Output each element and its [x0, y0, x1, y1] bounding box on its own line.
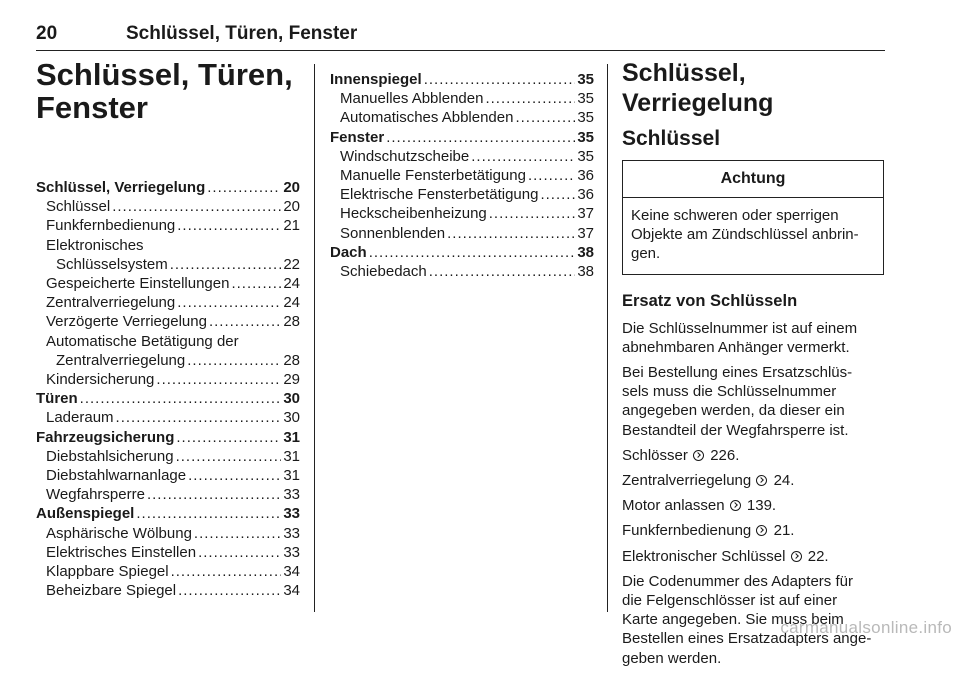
toc-entry[interactable] — [36, 312, 300, 331]
paragraph-line: Bei Bestellung eines Ersatzschlüs- — [622, 364, 853, 382]
toc-page-number: 34 — [283, 563, 300, 581]
paragraph-line: Die Codenummer des Adapters für — [622, 572, 853, 590]
toc-leader-dots — [528, 166, 575, 185]
table-of-contents — [36, 178, 300, 600]
chapter-title-line: Schlüssel, Türen, — [36, 57, 293, 92]
page-reference-icon — [791, 551, 802, 562]
toc-page-number: 35 — [577, 90, 594, 108]
toc-section-entry[interactable] — [36, 178, 300, 197]
toc-leader-dots — [386, 128, 575, 147]
toc-entry-label: Türen — [36, 390, 78, 408]
toc-leader-dots — [471, 147, 575, 166]
toc-entry[interactable] — [36, 447, 300, 466]
toc-page-number: 33 — [283, 505, 300, 523]
toc-leader-dots — [178, 581, 281, 600]
toc-page-number: 31 — [283, 447, 300, 465]
toc-entry-label: Zentralverriegelung — [56, 351, 186, 369]
toc-leader-dots — [429, 262, 576, 281]
toc-entry-label: Schlüsselsystem — [56, 255, 168, 273]
toc-entry[interactable] — [36, 216, 300, 235]
toc-entry-label: Laderaum — [46, 409, 114, 427]
paragraph-line: abnehmbaren Anhänger vermerkt. — [622, 338, 850, 356]
toc-page-number: 35 — [577, 147, 594, 165]
toc-entry-label: Elektrische Fensterbetätigung — [340, 186, 539, 204]
warning-line: gen. — [631, 245, 661, 263]
xref-text: Motor anlassen — [622, 497, 725, 515]
toc-entry-label: Manuelle Fensterbetätigung — [340, 167, 526, 185]
paragraph-heading: Ersatz von Schlüsseln — [622, 291, 798, 310]
toc-leader-dots — [198, 543, 281, 562]
toc-entry[interactable] — [36, 562, 300, 581]
running-title: Schlüssel, Türen, Fenster — [126, 23, 358, 44]
toc-section-entry[interactable] — [330, 243, 594, 262]
toc-entry-label: Fenster — [330, 128, 385, 146]
cross-reference[interactable] — [622, 547, 885, 566]
toc-entry-label: Diebstahlsicherung — [46, 447, 174, 465]
toc-page-number: 33 — [283, 543, 300, 561]
toc-page-number: 38 — [577, 263, 594, 281]
paragraph-line: Karte angegeben. Sie muss beim — [622, 611, 844, 629]
toc-entry[interactable] — [330, 89, 594, 108]
toc-leader-dots — [231, 274, 281, 293]
toc-entry-label: Klappbare Spiegel — [46, 563, 169, 581]
toc-leader-dots — [147, 485, 281, 504]
toc-entry-label: Funkfernbedienung — [46, 217, 176, 235]
toc-page-number: 35 — [577, 128, 594, 146]
toc-leader-dots — [424, 70, 576, 89]
toc-section-entry[interactable] — [330, 128, 594, 147]
toc-entry[interactable] — [36, 370, 300, 389]
toc-leader-dots — [156, 370, 281, 389]
toc-leader-dots — [176, 447, 282, 466]
toc-entry-label: Innenspiegel — [330, 71, 422, 88]
toc-page-number: 38 — [577, 243, 594, 261]
toc-column-left — [36, 58, 300, 600]
toc-leader-dots — [177, 216, 281, 235]
toc-leader-dots — [171, 562, 282, 581]
toc-page-number: 20 — [283, 198, 300, 216]
toc-leader-dots — [116, 408, 282, 427]
toc-leader-dots — [540, 185, 575, 204]
toc-entry[interactable] — [36, 293, 300, 312]
toc-page-number: 36 — [577, 167, 594, 185]
paragraph — [622, 319, 885, 357]
toc-entry-label: Gespeicherte Einstellungen — [46, 275, 230, 293]
cross-reference[interactable] — [622, 446, 885, 465]
toc-page-number: 37 — [577, 205, 594, 223]
toc-entry-label: Schlüssel, Verriegelung — [36, 179, 206, 196]
xref-page: 21. — [773, 522, 795, 540]
toc-page-number: 33 — [283, 486, 300, 504]
toc-page-number: 37 — [577, 224, 594, 242]
toc-entry-label: Schiebedach — [340, 263, 427, 281]
page-reference-icon — [693, 450, 704, 461]
toc-entry-label: Schlüssel — [46, 198, 111, 216]
toc-entry-label: Beheizbare Spiegel — [46, 582, 177, 600]
toc-entry[interactable] — [330, 262, 594, 281]
toc-leader-dots — [187, 351, 281, 370]
toc-entry[interactable] — [36, 485, 300, 504]
toc-page-number: 21 — [283, 217, 300, 235]
toc-entry-label[interactable]: Automatische Betätigung der — [46, 332, 239, 350]
warning-line: Objekte am Zündschlüssel anbrin- — [631, 226, 859, 244]
toc-entry[interactable] — [330, 147, 594, 166]
paragraph-line: geben werden. — [622, 649, 722, 667]
toc-entry[interactable] — [36, 543, 300, 562]
toc-entry[interactable] — [36, 408, 300, 427]
xref-page: 139. — [746, 497, 777, 515]
chapter-title — [36, 58, 300, 124]
toc-leader-dots — [80, 389, 282, 408]
xref-page: 226. — [710, 446, 740, 464]
toc-page-number: 36 — [577, 186, 594, 204]
toc-entry[interactable] — [36, 351, 300, 370]
warning-text — [623, 198, 883, 274]
toc-page-number: 28 — [283, 351, 300, 369]
cross-reference[interactable] — [622, 521, 885, 540]
watermark: carmanualsonline.info — [780, 618, 952, 637]
toc-leader-dots — [188, 466, 281, 485]
paragraph-line: Die Schlüsselnummer ist auf einem — [622, 319, 858, 337]
xref-text: Elektronischer Schlüssel — [622, 547, 786, 565]
xref-text: Schlösser — [622, 446, 688, 464]
warning-line: Keine schweren oder sperrigen — [631, 207, 839, 224]
column-divider — [607, 64, 608, 612]
toc-page-number: 35 — [577, 71, 594, 88]
toc-entry[interactable] — [36, 581, 300, 600]
section-title: Schlüssel, Verriegelung — [622, 59, 774, 117]
page-reference-icon — [756, 525, 767, 536]
toc-entry-label: Automatisches Abblenden — [340, 109, 514, 127]
paragraph — [622, 363, 885, 440]
toc-entry[interactable] — [330, 224, 594, 243]
toc-page-number: 35 — [577, 109, 594, 127]
toc-section-entry[interactable] — [36, 504, 300, 523]
toc-entry[interactable] — [36, 274, 300, 293]
toc-column-middle — [330, 70, 594, 281]
toc-leader-dots — [515, 108, 575, 127]
toc-entry-label: Dach — [330, 243, 367, 261]
toc-entry[interactable] — [330, 204, 594, 223]
toc-page-number: 30 — [283, 390, 300, 408]
toc-leader-dots — [209, 312, 281, 331]
xref-page: 22. — [807, 547, 829, 565]
toc-leader-dots — [177, 293, 281, 312]
page-header — [36, 22, 885, 51]
paragraph-line: sels muss die Schlüsselnummer — [622, 383, 837, 401]
toc-page-number: 24 — [283, 294, 300, 312]
toc-entry-label: Außenspiegel — [36, 505, 135, 523]
toc-entry-label: Zentralverriegelung — [46, 294, 176, 312]
paragraph-line: Bestandteil der Wegfahrsperre ist. — [622, 421, 849, 439]
paragraph-line: Bestellen eines Ersatzadapters ange- — [622, 630, 872, 648]
toc-leader-dots — [170, 255, 282, 274]
toc-entry-label: Verzögerte Verriegelung — [46, 313, 207, 331]
toc-page-number: 24 — [283, 275, 300, 293]
toc-entry-label: Fahrzeugsicherung — [36, 428, 175, 446]
toc-leader-dots — [447, 224, 575, 243]
chapter-title-line: Fenster — [36, 90, 148, 125]
table-of-contents — [330, 70, 594, 281]
toc-section-entry[interactable] — [36, 428, 300, 447]
toc-leader-dots — [194, 524, 281, 543]
toc-entry-label: Elektrisches Einstellen — [46, 543, 197, 561]
toc-leader-dots — [136, 504, 281, 523]
cross-reference[interactable] — [622, 471, 885, 490]
toc-page-number: 20 — [283, 179, 300, 196]
toc-entry[interactable] — [36, 466, 300, 485]
paragraph-line: die Felgenschlösser ist auf einer — [622, 592, 838, 610]
toc-page-number: 34 — [283, 582, 300, 600]
toc-section-entry[interactable] — [36, 389, 300, 408]
toc-page-number: 22 — [283, 255, 300, 273]
toc-entry-label: Manuelles Abblenden — [340, 90, 484, 108]
toc-section-entry[interactable] — [330, 70, 594, 89]
toc-entry-label: Wegfahrsperre — [46, 486, 145, 504]
toc-entry-label[interactable]: Elektronisches — [46, 236, 144, 254]
toc-page-number: 30 — [283, 409, 300, 427]
xref-text: Funkfernbedienung — [622, 522, 752, 540]
toc-leader-dots — [112, 197, 281, 216]
toc-leader-dots — [176, 428, 281, 447]
xref-page: 24. — [773, 472, 795, 490]
toc-page-number: 31 — [283, 428, 300, 446]
toc-leader-dots — [485, 89, 575, 108]
toc-entry[interactable] — [330, 185, 594, 204]
toc-entry-label: Sonnenblenden — [340, 224, 446, 242]
toc-entry-label: Asphärische Wölbung — [46, 524, 192, 542]
toc-entry[interactable] — [36, 255, 300, 274]
column-divider — [314, 64, 315, 612]
content-column — [622, 58, 885, 674]
toc-leader-dots — [369, 243, 576, 262]
toc-entry-label: Kindersicherung — [46, 371, 155, 389]
toc-leader-dots — [489, 204, 576, 223]
body-text — [622, 319, 885, 668]
toc-page-number: 29 — [283, 371, 300, 389]
toc-entry[interactable] — [36, 524, 300, 543]
toc-page-number: 28 — [283, 313, 300, 331]
page-reference-icon — [730, 500, 741, 511]
page-number: 20 — [36, 23, 58, 44]
toc-entry[interactable] — [330, 108, 594, 127]
paragraph-line: angegeben werden, da dieser ein — [622, 402, 845, 420]
toc-page-number: 33 — [283, 524, 300, 542]
toc-leader-dots — [207, 178, 281, 197]
toc-entry-label: Windschutzscheibe — [340, 147, 470, 165]
toc-entry[interactable] — [36, 197, 300, 216]
page-reference-icon — [756, 475, 767, 486]
xref-text: Zentralverriegelung — [622, 472, 752, 490]
toc-entry-label: Diebstahlwarnanlage — [46, 467, 187, 485]
toc-entry-label: Heckscheibenheizung — [340, 205, 487, 223]
toc-page-number: 31 — [283, 467, 300, 485]
warning-heading: Achtung — [623, 161, 883, 198]
toc-entry[interactable] — [330, 166, 594, 185]
subsection-title: Schlüssel — [622, 127, 721, 150]
warning-box — [622, 160, 884, 275]
cross-reference[interactable] — [622, 496, 885, 515]
